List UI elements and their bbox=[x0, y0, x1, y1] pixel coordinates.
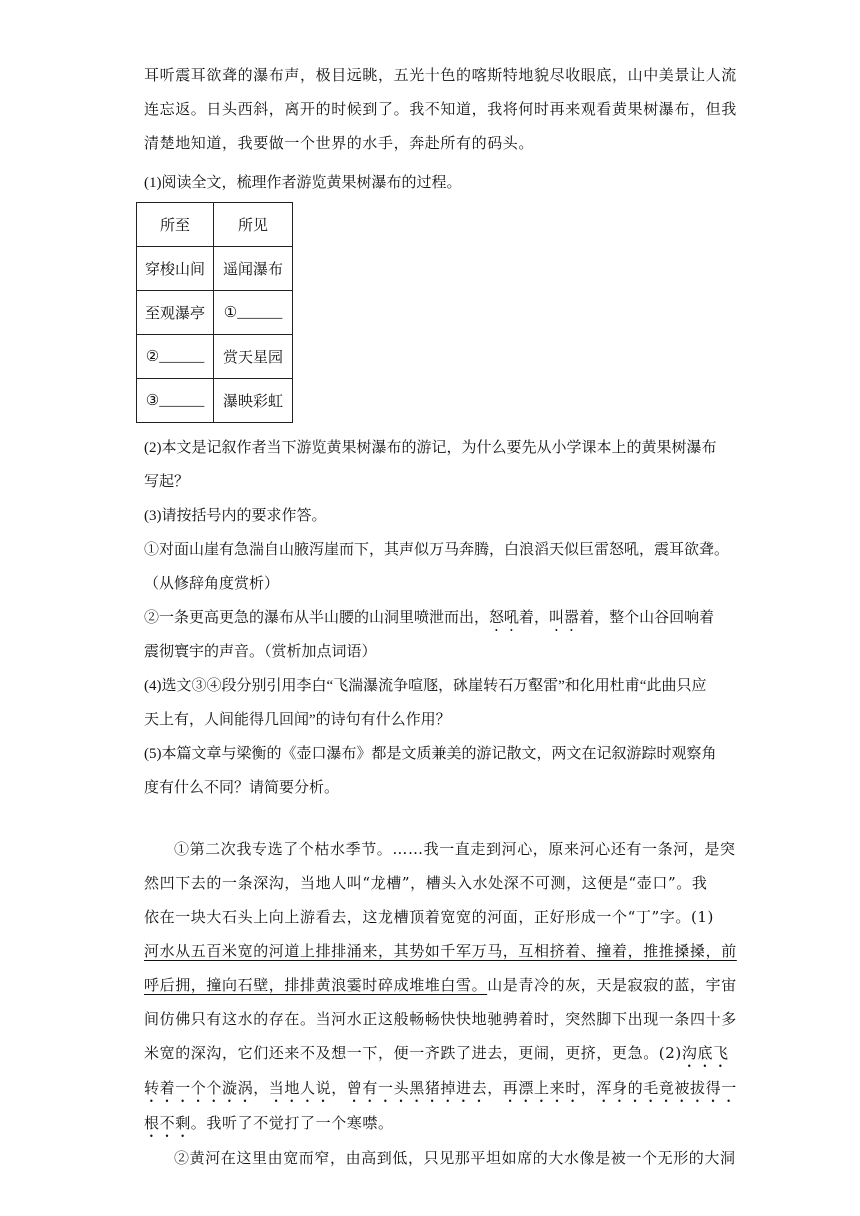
passage-line bbox=[144, 1106, 724, 1141]
passage-line: ①第二次我专选了个枯水季节。……我一直走到河心，原来河心还有一条河，是突 bbox=[174, 840, 736, 858]
table-cell: ②______ bbox=[137, 335, 214, 379]
question-3-2-line: 震彻寰宇的声音。（赏析加点词语） bbox=[144, 644, 377, 660]
passage-line: 清楚地知道，我要做一个世界的水手，奔赴所有的码头。 bbox=[144, 134, 535, 152]
question-1 bbox=[144, 166, 724, 200]
table-cell: 穿梭山间 bbox=[137, 247, 214, 291]
route-table bbox=[136, 202, 293, 423]
passage-line bbox=[144, 968, 737, 1002]
dotted-word: 叫嚣 bbox=[549, 610, 580, 626]
table-header-row bbox=[137, 203, 293, 247]
text-segment: 我听了不觉打了一个寒噤。 bbox=[206, 1114, 394, 1132]
question-2-line: 写起？ bbox=[144, 474, 190, 490]
table-cell: 遥闻瀑布 bbox=[214, 247, 293, 291]
text-segment: ②一条更高更急的瀑布从半山腰的山洞里喷泄而出， bbox=[144, 610, 490, 626]
underlined-segment: 呼后拥，撞向石壁，排排黄浪霎时碎成堆堆白雪。 bbox=[144, 976, 488, 994]
passage-line: ②黄河在这里由宽而窄，由高到低，只见那平坦如席的大水像是被一个无形的大洞 bbox=[174, 1149, 736, 1167]
dotted-line: 转着一个个漩涡，当地人说，曾有一头黑猪掉进去，再漂上来时，浑身的毛竟被拔得一 bbox=[144, 1079, 737, 1097]
table-cell: 瀑映彩虹 bbox=[214, 379, 293, 423]
passage-hukou bbox=[144, 832, 737, 1175]
table-row bbox=[137, 291, 293, 335]
dotted-segment: 沟底飞 bbox=[681, 1044, 729, 1062]
table-row bbox=[137, 379, 293, 423]
question-5-line: 度有什么不同？请简要分析。 bbox=[144, 780, 340, 796]
text-segment: 山是青冷的灰，天是寂寂的蓝，宇宙 bbox=[487, 976, 737, 994]
passage-line: 然凹下去的一条深沟，当地人叫“龙槽”，槽头入水处深不可测，这便是“壶口”。我 bbox=[144, 874, 708, 892]
passage-line: 连忘返。日头西斜，离开的时候到了。我不知道，我将何时再来观看黄果树瀑布，但我 bbox=[144, 100, 737, 118]
questions-block bbox=[144, 431, 730, 805]
table-header-cell: 所至 bbox=[137, 203, 214, 247]
dotted-segment: 根不剩。 bbox=[144, 1114, 207, 1132]
table-cell: 至观瀑亭 bbox=[137, 291, 214, 335]
passage-line: 间仿佛只有这水的存在。当河水正这般畅畅快快地驰骋着时，突然脚下出现一条四十多 bbox=[144, 1010, 737, 1028]
text-segment: 着，整个山谷回响着 bbox=[579, 610, 715, 626]
table-cell: 赏天星园 bbox=[214, 335, 293, 379]
passage-line: 依在一块大石头上向上游看去，这龙槽顶着宽宽的河面，正好形成一个“丁”字。(1) bbox=[144, 908, 714, 926]
question-3-2-line bbox=[144, 601, 724, 635]
question-3-line: (3)请按括号内的要求作答。 bbox=[144, 508, 327, 524]
passage-line: 耳听震耳欲聋的瀑布声，极目远眺，五光十色的喀斯特地貌尽收眼底，山中美景让人流 bbox=[144, 66, 737, 84]
passage-line bbox=[144, 1036, 729, 1071]
table-row bbox=[137, 247, 293, 291]
text-segment: 着， bbox=[519, 610, 550, 626]
passage-top bbox=[144, 58, 737, 160]
question-3-1-line: ①对面山崖有急湍自山腋泻崖而下，其声似万马奔腾，白浪滔天似巨雷怒吼，震耳欲聋。 bbox=[144, 542, 730, 558]
table-cell: ③______ bbox=[137, 379, 214, 423]
table-row bbox=[137, 335, 293, 379]
question-3-1-line: （从修辞角度赏析） bbox=[144, 576, 280, 592]
question-2-line: (2)本文是记叙作者当下游览黄果树瀑布的游记，为什么要先从小学课本上的黄果树瀑布 bbox=[144, 440, 717, 456]
question-1-text: (1)阅读全文，梳理作者游览黄果树瀑布的过程。 bbox=[144, 175, 462, 191]
question-5-line: (5)本篇文章与梁衡的《壶口瀑布》都是文质兼美的游记散文，两文在记叙游踪时观察角 bbox=[144, 746, 717, 762]
question-4-line: (4)选文③④段分别引用李白“飞湍瀑流争喧豗，砯崖转石万壑雷”和化用杜甫“此曲只应 bbox=[144, 678, 707, 694]
underlined-line: 河水从五百米宽的河道上排排涌来，其势如千军万马，互相挤着、撞着，推推搡搡，前 bbox=[144, 942, 737, 960]
question-4-line: 天上有，人间能得几回闻”的诗句有什么作用？ bbox=[144, 712, 451, 728]
table-cell: ①______ bbox=[214, 291, 293, 335]
table-header-cell: 所见 bbox=[214, 203, 293, 247]
text-segment: 米宽的深沟，它们还来不及想一下，便一齐跌了进去，更闹，更挤，更急。(2) bbox=[144, 1044, 682, 1062]
dotted-word: 怒吼 bbox=[489, 610, 520, 626]
